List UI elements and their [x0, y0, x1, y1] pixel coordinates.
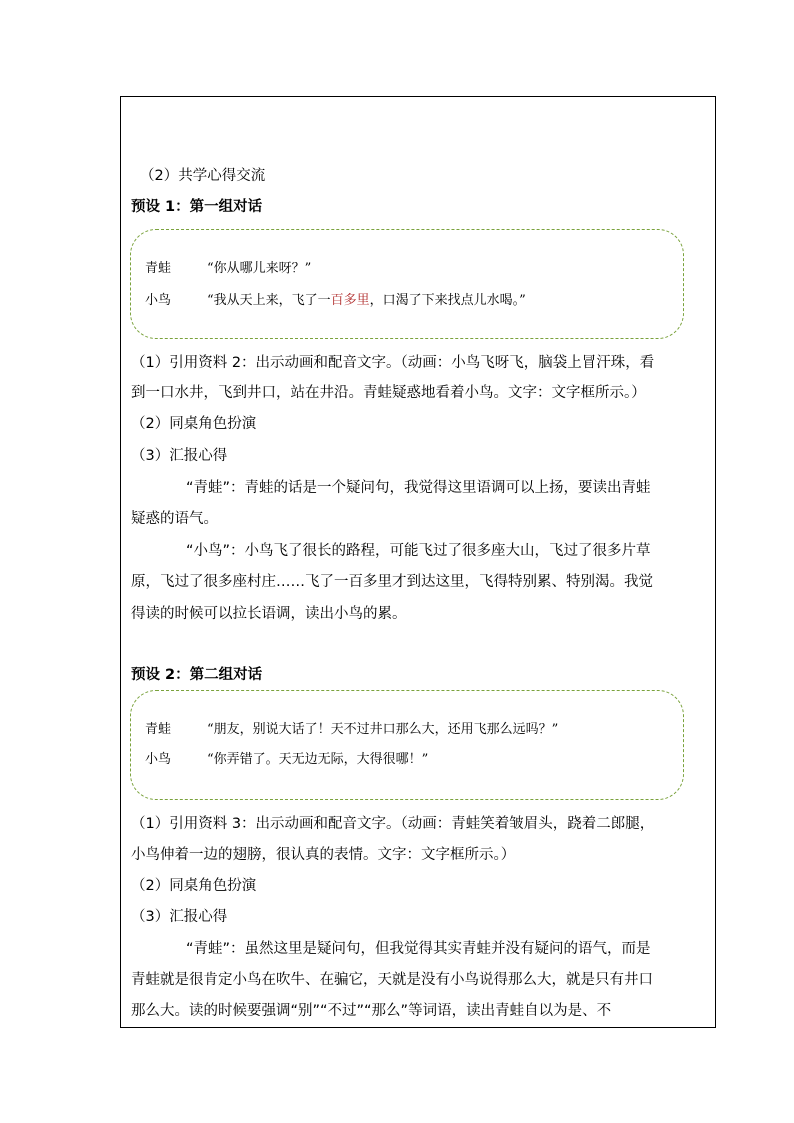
dialogue-line	[145, 751, 428, 769]
preset1-frog-paragraph: “青蛙”：青蛙的话是一个疑问句，我觉得这里语调可以上扬，要读出青蛙	[186, 480, 651, 496]
preset1-bird-paragraph: 得读的时候可以拉长语调，读出小鸟的累。	[131, 606, 407, 622]
preset2-dialogue-box	[130, 690, 684, 800]
dialogue-highlight: 百多里	[330, 293, 370, 308]
preset2-cite-line2: 小鸟伸着一边的翅膀，很认真的表情。文字：文字框所示。）	[131, 847, 516, 863]
speaker-label: 青蛙	[145, 261, 172, 276]
preset1-bird-paragraph: 原，飞过了很多座村庄……飞了一百多里才到达这里，飞得特别累、特别渴。我觉	[131, 574, 653, 590]
preset2-frog-paragraph: 那么大。读的时候要强调“别”“不过”“那么”等词语，读出青蛙自以为是、不	[131, 1003, 612, 1019]
preset1-cite-line1: （1）引用资料 2：出示动画和配音文字。（动画：小鸟飞呀飞，脑袋上冒汗珠，看	[131, 355, 655, 371]
preset2-roleplay: （2）同桌角色扮演	[131, 878, 257, 894]
preset1-report: （3）汇报心得	[131, 448, 228, 464]
speaker-label: 青蛙	[145, 722, 172, 737]
dialogue-text: “你从哪儿来呀？”	[207, 261, 312, 276]
preset1-heading: 预设 1：第一组对话	[131, 199, 263, 215]
preset2-frog-paragraph: “青蛙”：虽然这里是疑问句，但我觉得其实青蛙并没有疑问的语气，而是	[186, 941, 651, 957]
preset2-heading: 预设 2：第二组对话	[131, 667, 263, 683]
preset1-roleplay: （2）同桌角色扮演	[131, 416, 257, 432]
section-title: （2）共学心得交流	[140, 168, 266, 184]
preset1-dialogue-box	[130, 229, 684, 339]
dialogue-text: ，口渴了下来找点儿水喝。”	[369, 293, 526, 308]
preset2-frog-paragraph: 青蛙就是很肯定小鸟在吹牛、在骗它，天就是没有小鸟说得那么大，就是只有井口	[131, 972, 653, 988]
preset2-report: （3）汇报心得	[131, 909, 228, 925]
dialogue-line	[145, 260, 311, 278]
preset1-frog-paragraph: 疑惑的语气。	[131, 511, 218, 527]
preset1-bird-paragraph: “小鸟”：小鸟飞了很长的路程，可能飞过了很多座大山，飞过了很多片草	[186, 543, 651, 559]
dialogue-text: “朋友，别说大话了！天不过井口那么大，还用飞那么远吗？”	[207, 722, 559, 737]
dialogue-line	[145, 721, 558, 739]
preset2-cite-line1: （1）引用资料 3：出示动画和配音文字。（动画：青蛙笑着皱眉头，跷着二郎腿，	[131, 816, 655, 832]
dialogue-line	[145, 292, 526, 310]
dialogue-text: “你弄错了。天无边无际，大得很哪！”	[207, 752, 429, 767]
speaker-label: 小鸟	[145, 293, 172, 308]
preset1-cite-line2: 到一口水井，飞到井口，站在井沿。青蛙疑惑地看着小鸟。文字：文字框所示。）	[131, 385, 646, 401]
speaker-label: 小鸟	[145, 752, 172, 767]
dialogue-text: “我从天上来，飞了一	[207, 293, 331, 308]
